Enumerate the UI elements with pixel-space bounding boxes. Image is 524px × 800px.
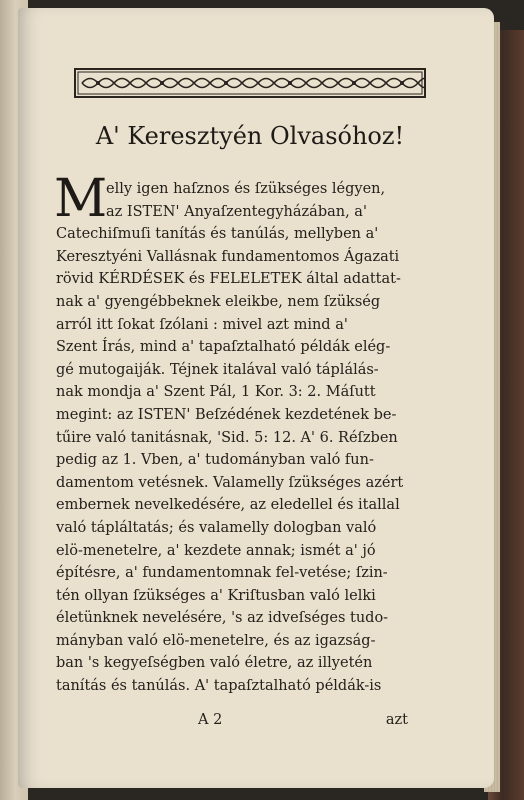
text-line: nak mondja a' Szent Pál, 1 Kor. 3: 2. Máſutt [56,384,376,401]
drop-cap: M [54,169,108,229]
signature-mark: A 2 [198,712,223,728]
text-line: való tápláltatás; és valamelly dologban való [56,519,377,536]
text-line: tűire való tanitásnak, 'Sid. 5: 12. A' 6. Réſzben [56,429,398,446]
text-line: Keresztyéni Vallásnak fundamentomos Ágazati [56,248,400,265]
text-line: elö-menetelre, a' kezdete annak; ismét a' jó [56,542,376,559]
text-line: megint: az ISTEN' Beſzédének kezdetének be- [56,406,397,423]
page-heading: A' Keresztyén Olvasóhoz! [95,122,405,150]
text-line: ban 's kegyeſségben való életre, az illyetén [56,655,373,672]
text-line: Szent Írás, mind a' tapaſztalható példák elég- [56,339,391,356]
text-line: mányban való elö-menetelre, és az igazság- [56,632,376,649]
text-line: embernek nevelkedésére, az eledellel és itallal [56,497,400,514]
catchword: azt [385,712,408,728]
text-line: nak a' gyengébbeknek eleikbe, nem ſzükség [56,293,381,310]
text-line: az ISTEN' Anyaſzentegyházában, a' [106,203,367,220]
text-line: életünknek nevelésére, 's az idveſséges tudo- [56,610,389,627]
ornamental-border [74,68,426,98]
body-text [54,169,408,698]
page-footer [56,712,408,734]
text-line: pedig az 1. Vben, a' tudományban való fun- [56,452,374,469]
text-line: tén ollyan ſzükséges a' Kriſtusban való lelki [56,587,376,604]
text-line: gé mutogaiják. Téjnek italával való táplálás- [56,361,379,378]
text-line: damentom vetésnek. Valamelly ſzükséges azért [56,474,404,491]
text-line: rövid KÉRDÉSEK és FELELETEK által adattat- [56,271,401,288]
text-line: Catechiſmuſi tanítás és tanúlás, mellyben a' [56,226,379,243]
text-line: építésre, a' fundamentomnak fel-vetése; ſzin- [56,565,388,582]
text-line: elly igen haſznos és ſzükséges légyen, [106,181,386,197]
text-line: arról itt ſokat ſzólani : mivel azt mind a' [56,316,348,333]
text-line: tanítás és tanúlás. A' tapaſztalható példák-is [56,678,382,695]
